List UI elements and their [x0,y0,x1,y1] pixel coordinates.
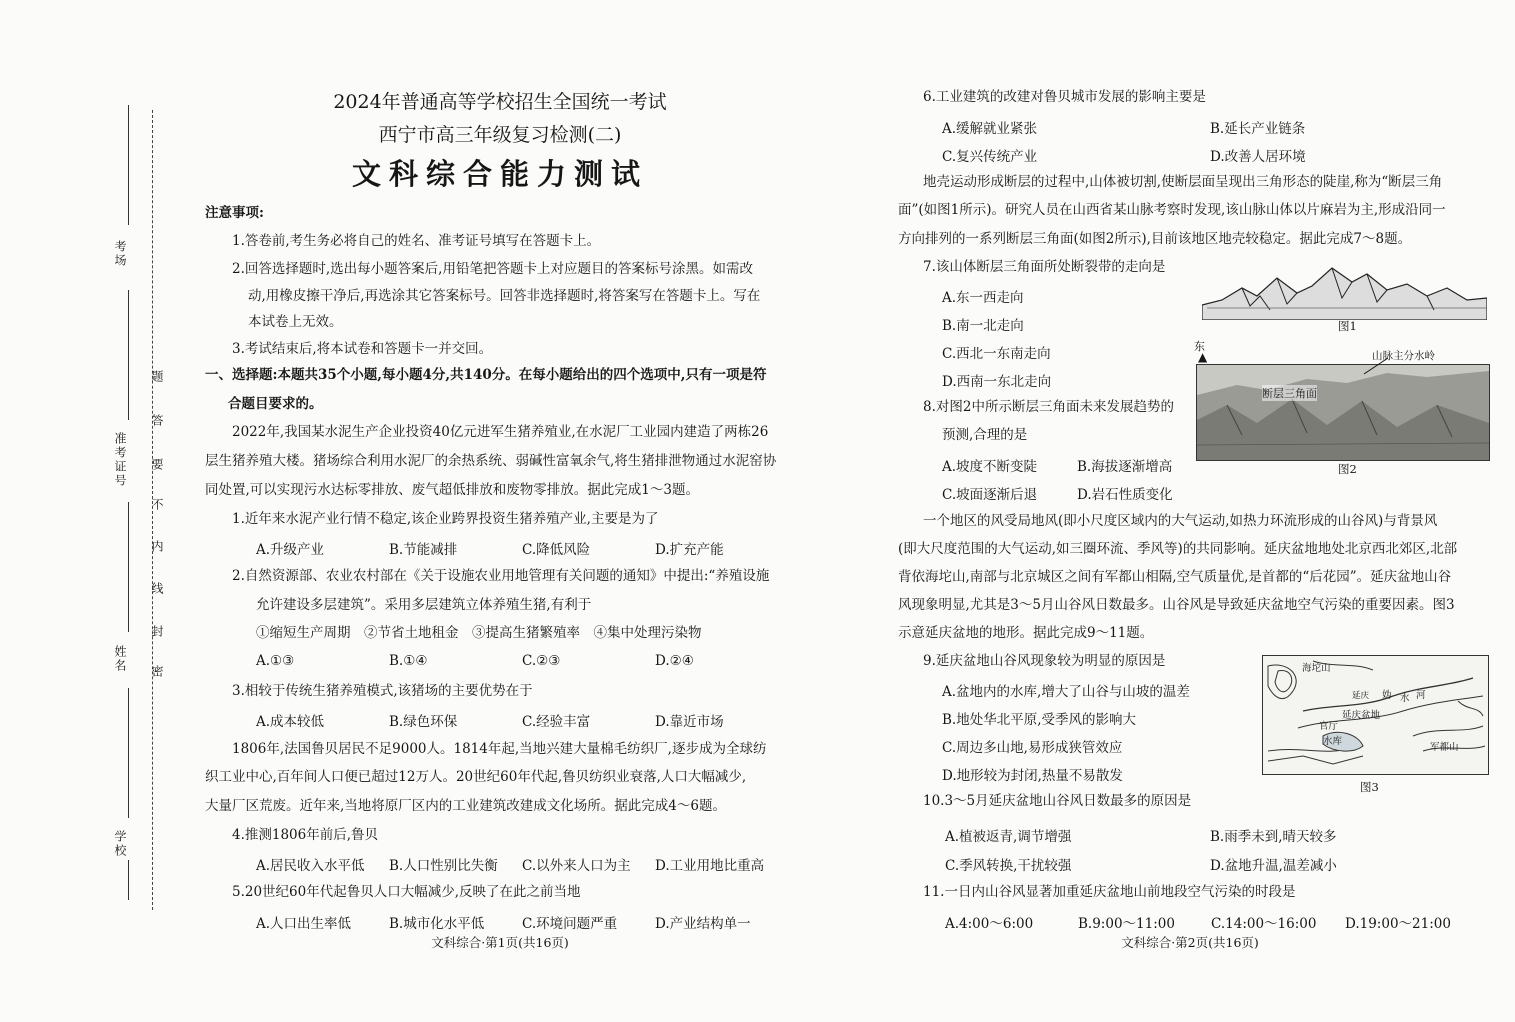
map-label: 延庆盆地 [1342,710,1381,721]
q8-option-d: D.岩石性质变化 [1077,487,1173,503]
figure-2-face-label: 断层三角面 [1262,387,1317,400]
seal-char: 线 [150,582,164,596]
figure-2-terrain-graphic [1197,365,1489,460]
passage-4-line: 风现象明显,尤其是3～5月山谷风日数最多。山谷风是导致延庆盆地空气污染的重要因素。图3 [898,597,1455,613]
q1-option-b: B.节能减排 [389,542,458,558]
passage-4-line: 示意延庆盆地的地形。据此完成9～11题。 [898,625,1154,641]
question-2-items: ①缩短生产周期 ②节省土地租金 ③提高生猪繁殖率 ④集中处理污染物 [256,625,702,641]
question-5-stem: 5.20世纪60年代起鲁贝人口大幅减少,反映了在此之前当地 [232,884,581,900]
map-label: 军都山 [1430,742,1459,753]
q10-option-c: C.季风转换,干扰较强 [945,858,1072,874]
question-8-stem: 8.对图2中所示断层三角面未来发展趋势的 [923,399,1174,415]
seal-char: 不 [150,498,164,512]
section-heading-line2: 合题目要求的。 [228,396,323,412]
seal-char: 封 [150,625,164,639]
passage-2-line: 织工业中心,百年间人口便已超过12万人。20世纪60年代起,鲁贝纺织业衰落,人口大幅减少, [205,769,747,785]
q4-option-b: B.人口性别比失衡 [389,858,498,874]
notice-item: 3.考试结束后,将本试卷和答题卡一并交回。 [232,341,493,357]
figure-2-direction-label: 东 [1194,340,1205,353]
question-4-stem: 4.推测1806年前后,鲁贝 [232,827,379,843]
q3-option-c: C.经验丰富 [522,714,591,730]
seal-char: 密 [150,665,164,679]
figure-2-ridge-label: 山脉主分水岭 [1372,350,1435,362]
q8-option-b: B.海拔逐渐增高 [1077,459,1173,475]
passage-3-line: 方向排列的一系列断层三角面(如图2所示),目前该地区地壳较稳定。据此完成7～8题。 [898,231,1412,247]
q4-option-a: A.居民收入水平低 [256,858,365,874]
passage-3-line: 地壳运动形成断层的过程中,山体被切割,使断层面呈现出三角形态的陡崖,称为“断层三角 [923,174,1443,190]
q6-option-c: C.复兴传统产业 [942,149,1038,165]
q4-option-c: C.以外来人口为主 [522,858,631,874]
north-arrow-icon: ▲ [1198,350,1208,364]
question-8-stem-cont: 预测,合理的是 [942,427,1028,443]
map-label: 官厅 [1319,721,1339,732]
q6-option-d: D.改善人居环境 [1210,149,1306,165]
figure-3-caption: 图3 [1360,780,1379,794]
q11-option-a: A.4:00～6:00 [945,916,1034,932]
q3-option-b: B.绿色环保 [389,714,458,730]
q1-option-d: D.扩充产能 [655,542,724,558]
q2-option-c: C.②③ [522,653,561,669]
q9-option-d: D.地形较为封闭,热量不易散发 [942,768,1123,784]
passage-1-line: 2022年,我国某水泥生产企业投资40亿元进军生猪养殖业,在水泥厂工业园内建造了两栋26 [232,424,769,440]
passage-2-line: 1806年,法国鲁贝居民不足9000人。1814年起,当地兴建大量棉毛纺织厂,逐步成为全球纺 [232,741,767,757]
seal-char: 题 [150,370,164,384]
q9-option-b: B.地处华北平原,受季风的影响大 [942,712,1137,728]
q3-option-a: A.成本较低 [256,714,325,730]
q2-option-b: B.①④ [389,653,428,669]
passage-1-line: 层生猪养殖大楼。猪场综合利用水泥厂的余热系统、弱碱性富氧余气,将生猪排泄物通过水泥窑协 [205,453,777,469]
q5-option-a: A.人口出生率低 [256,916,352,932]
notice-item: 动,用橡皮擦干净后,再选涂其它答案标号。回答非选择题时,将答案写在答题卡上。写在 [248,288,761,304]
q6-option-b: B.延长产业链条 [1210,121,1306,137]
q10-option-b: B.雨季未到,晴天较多 [1210,829,1337,845]
question-11-stem: 11.一日内山谷风显著加重延庆盆地山前地段空气污染的时段是 [923,884,1296,900]
name-label: 姓名 [113,645,127,673]
map-label: 水 [1400,693,1410,704]
ticket-no-label: 准考证号 [113,432,127,488]
q4-option-d: D.工业用地比重高 [655,858,765,874]
ridge-pointer-line [1360,356,1390,376]
exam-title-line1: 2024年普通高等学校招生全国统一考试 [333,91,667,113]
seal-char: 要 [150,458,164,472]
map-label: 延庆 [1352,691,1370,701]
map-label: 河 [1416,690,1426,701]
q1-option-a: A.升级产业 [256,542,325,558]
question-10-stem: 10.3～5月延庆盆地山谷风日数最多的原因是 [923,793,1192,809]
q5-option-b: B.城市化水平低 [389,916,485,932]
exam-title-line2: 西宁市高三年级复习检测(二) [378,124,622,146]
question-2-stem: 2.自然资源部、农业农村部在《关于设施农业用地管理有关问题的通知》中提出:“养殖设施 [232,568,770,584]
q6-option-a: A.缓解就业紧张 [942,121,1038,137]
seal-char: 答 [150,414,164,428]
seal-char: 内 [150,540,164,554]
notice-heading: 注意事项: [205,205,264,221]
question-6-stem: 6.工业建筑的改建对鲁贝城市发展的影响主要是 [923,89,1206,105]
question-3-stem: 3.相较于传统生猪养殖模式,该猪场的主要优势在于 [232,683,533,699]
exam-room-line [128,105,129,225]
q8-option-a: A.坡度不断变陡 [942,459,1038,475]
passage-2-line: 大量厂区荒废。近年来,当地将原厂区内的工业建筑改建成文化场所。据此完成4～6题。 [205,798,726,814]
ticket-line-top [128,290,129,420]
q9-option-c: C.周边多山地,易形成狭管效应 [942,740,1123,756]
section-heading-line1: 一、选择题:本题共35个小题,每小题4分,共140分。在每小题给出的四个选项中,只有一项是符 [205,367,767,383]
q7-option-a: A.东一西走向 [942,290,1024,306]
passage-4-line: 一个地区的风受局地风(即小尺度区域内的大气运动,如热力环流形成的山谷风)与背景风 [923,513,1438,529]
name-line [128,688,129,818]
passage-3-line: 面”(如图1所示)。研究人员在山西省某山脉考察时发现,该山脉山体以片麻岩为主,形成沿同一 [898,202,1446,218]
notice-item: 本试卷上无效。 [248,314,343,330]
ticket-line-bottom [128,502,129,632]
q2-option-a: A.①③ [256,653,295,669]
question-1-stem: 1.近年来水泥产业行情不稳定,该企业跨界投资生猪养殖产业,主要是为了 [232,511,659,527]
page-title: 文科综合能力测试 [351,157,648,191]
figure-2-caption: 图2 [1338,462,1357,476]
q7-option-b: B.南一北走向 [942,318,1024,334]
q2-option-d: D.②④ [655,653,694,669]
q1-option-c: C.降低风险 [522,542,591,558]
q11-option-d: D.19:00～21:00 [1345,916,1451,932]
school-label: 学校 [113,830,127,858]
q5-option-c: C.环境问题严重 [522,916,618,932]
q7-option-c: C.西北一东南走向 [942,346,1051,362]
notice-item: 1.答卷前,考生务必将自己的姓名、准考证号填写在答题卡上。 [232,233,601,249]
figure-2-photo [1196,364,1490,461]
page-1-footer: 文科综合·第1页(共16页) [431,935,569,950]
q9-option-a: A.盆地内的水库,增大了山谷与山坡的温差 [942,684,1190,700]
q10-option-a: A.植被返青,调节增强 [945,829,1072,845]
passage-4-line: 背依海坨山,南部与北京城区之间有军都山相隔,空气质量优,是首都的“后花园”。延庆盆地山谷 [898,569,1452,585]
figure-1-caption: 图1 [1338,319,1357,333]
q11-option-b: B.9:00～11:00 [1078,916,1175,932]
q11-option-c: C.14:00～16:00 [1211,916,1317,932]
map-label: 水库 [1323,736,1343,747]
q3-option-d: D.靠近市场 [655,714,724,730]
map-label: 妫 [1382,690,1392,701]
school-line [128,860,129,900]
question-2-stem-cont: 允许建设多层建筑”。采用多层建筑立体养殖生猪,有利于 [256,597,592,613]
page-2-footer: 文科综合·第2页(共16页) [1121,935,1259,950]
notice-item: 2.回答选择题时,选出每小题答案后,用铅笔把答题卡上对应题目的答案标号涂黑。如需改 [232,261,753,277]
q10-option-d: D.盆地升温,温差减小 [1210,858,1337,874]
passage-1-line: 同处置,可以实现污水达标零排放、废气超低排放和废物零排放。据此完成1～3题。 [205,482,699,498]
question-9-stem: 9.延庆盆地山谷风现象较为明显的原因是 [923,653,1166,669]
q5-option-d: D.产业结构单一 [655,916,751,932]
map-label: 海坨山 [1302,663,1331,674]
passage-4-line: (即大尺度范围的大气运动,如三圈环流、季风等)的共同影响。延庆盆地地处北京西北郊区,北部 [898,541,1458,557]
exam-room-label: 考场 [113,240,127,268]
q7-option-d: D.西南一东北走向 [942,374,1052,390]
figure-1-mountain-sketch [1202,260,1487,320]
q8-option-c: C.坡面逐渐后退 [942,487,1038,503]
question-7-stem: 7.该山体断层三角面所处断裂带的走向是 [923,259,1166,275]
